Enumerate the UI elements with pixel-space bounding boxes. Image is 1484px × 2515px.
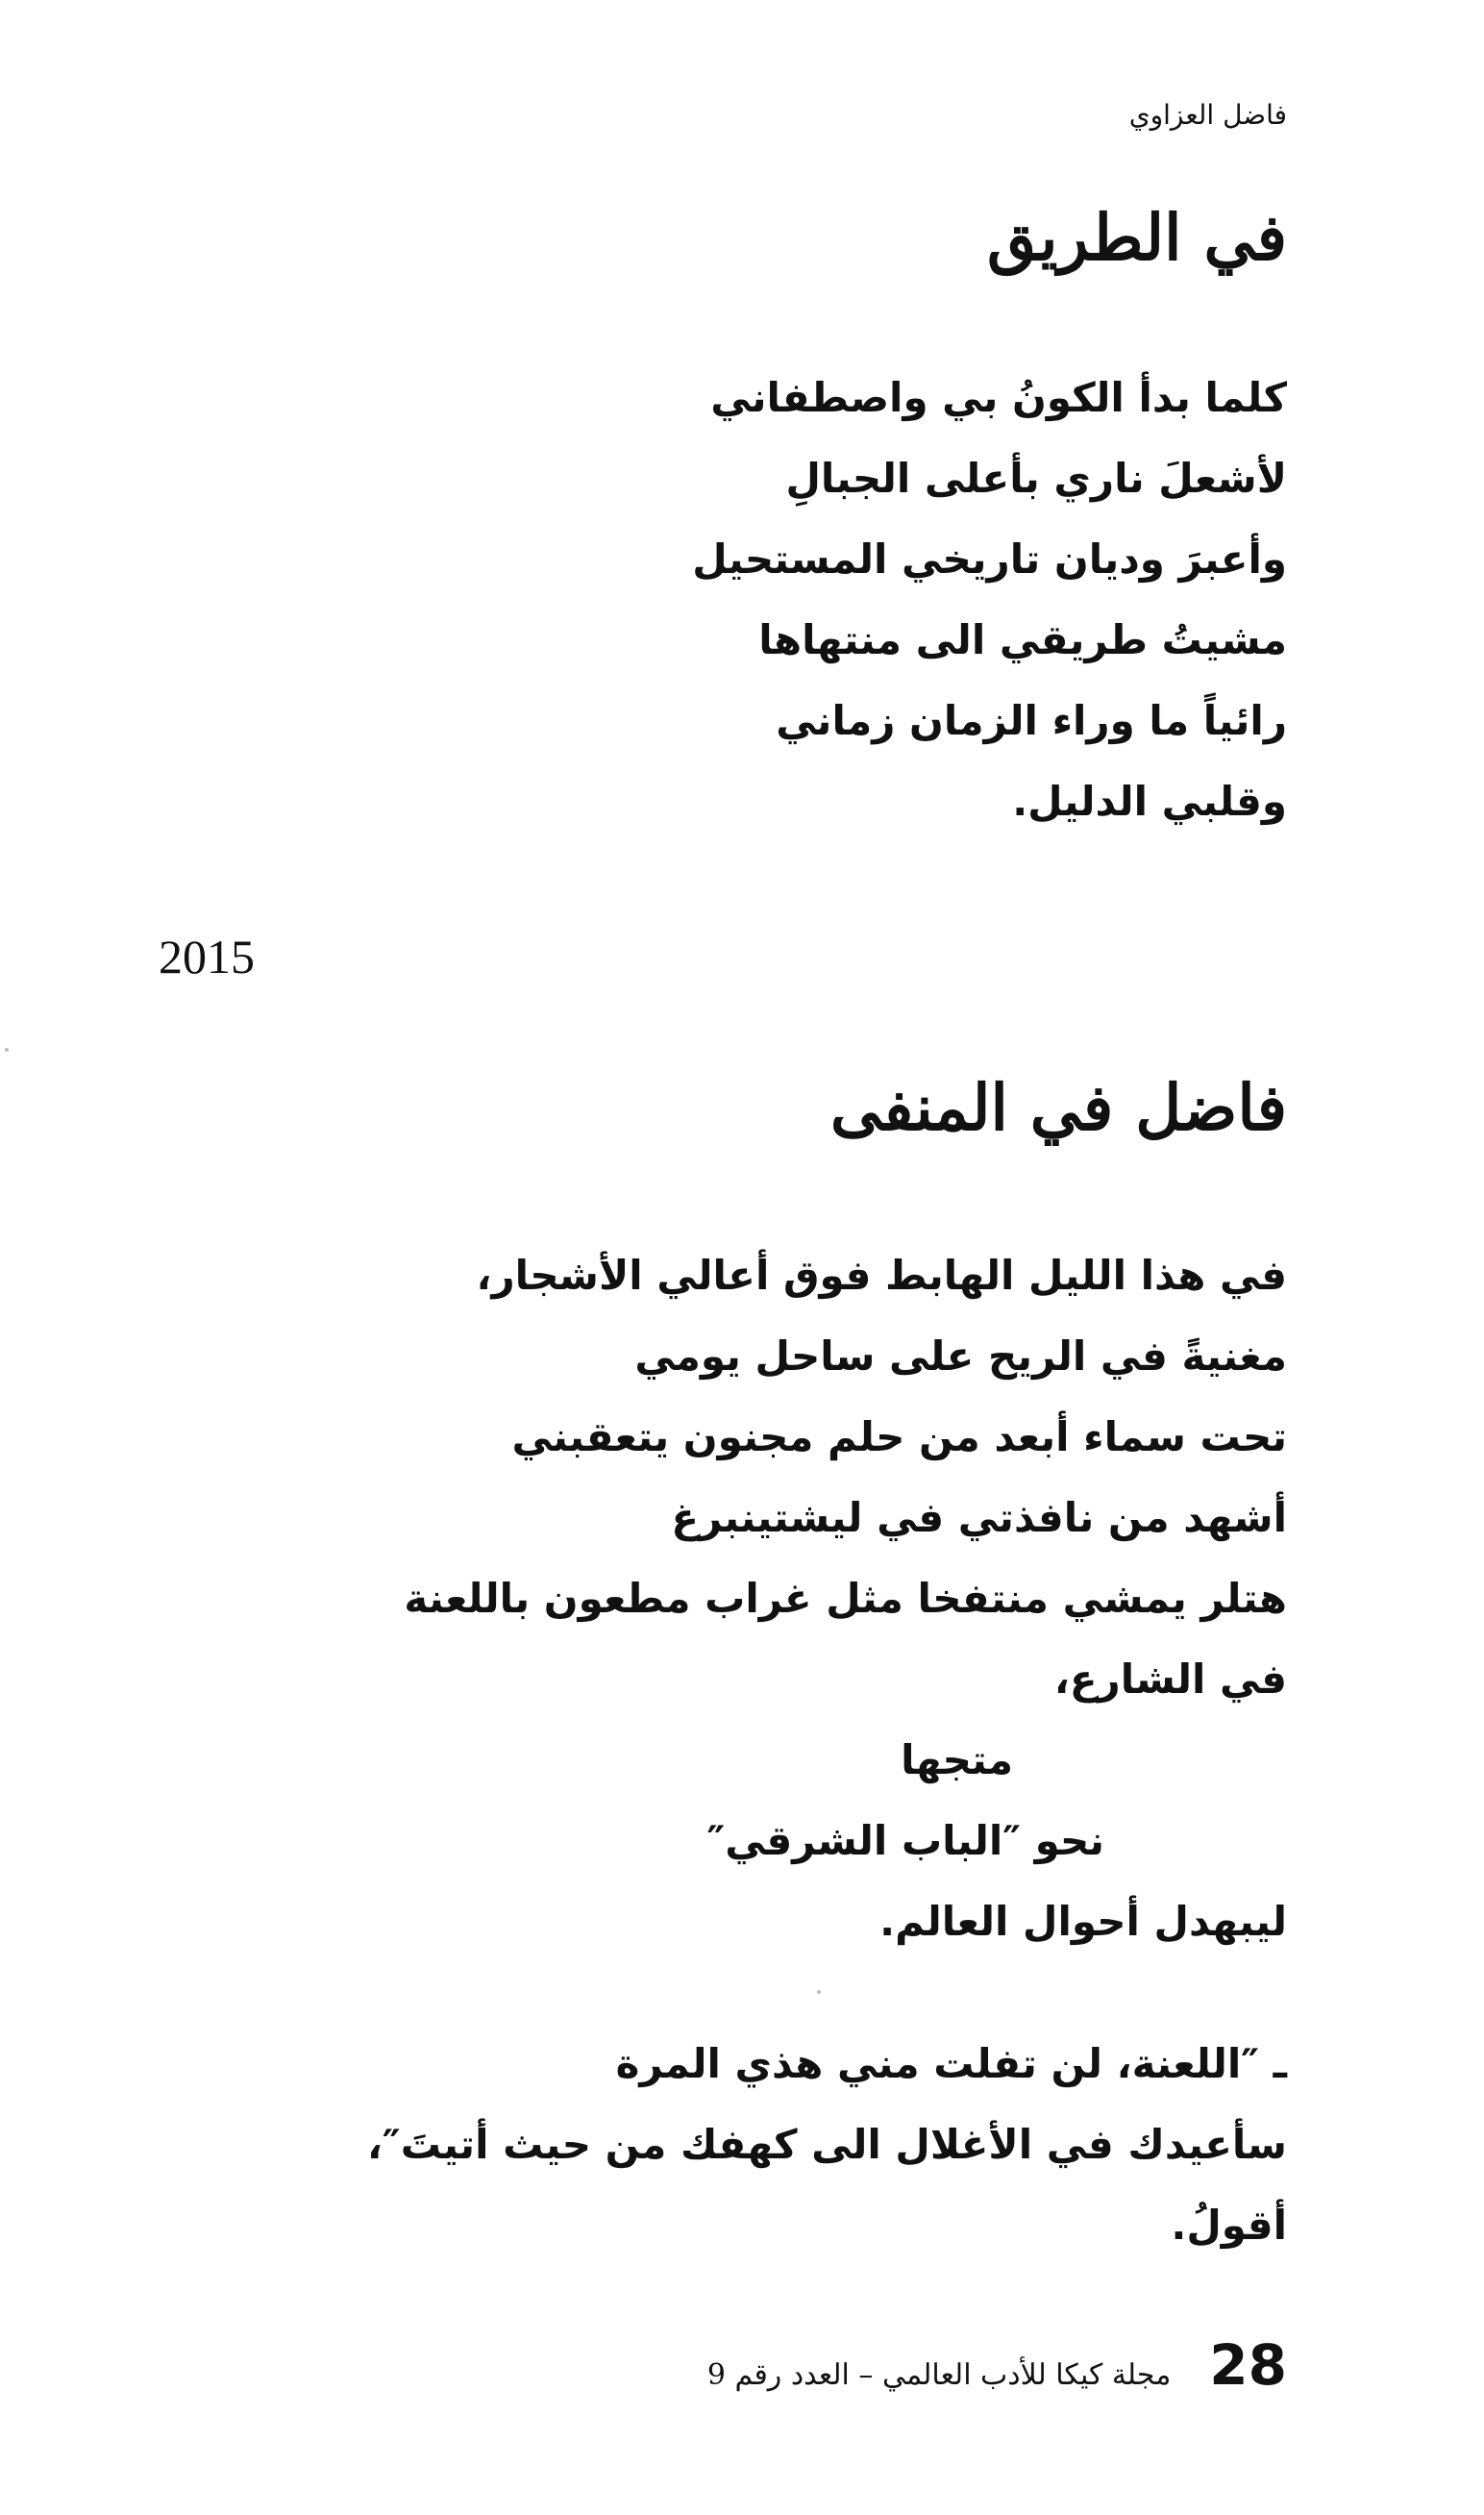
poem-line: هتلر يمشي منتفخا مثل غراب مطعون باللعنة — [404, 1575, 1287, 1622]
poem-line: سأعيدك في الأغلال الى كهفك من حيث أتيتَ″، — [366, 2121, 1287, 2168]
poem-line: تحت سماء أبعد من حلم مجنون يتعقبني — [511, 1413, 1287, 1460]
poem-line: رائياً ما وراء الزمان زماني — [776, 697, 1287, 744]
poem-stanza-on-the-road — [692, 358, 1287, 842]
scan-speck — [5, 1048, 9, 1052]
poem-line: أشهد من نافذتي في ليشتينبرغ — [671, 1494, 1287, 1541]
running-header-author: فاضل العزاوي — [1128, 99, 1287, 131]
poem-line: في هذا الليل الهابط فوق أعالي الأشجار، — [476, 1252, 1287, 1299]
poem-line: ـ ″اللعنة، لن تفلت مني هذي المرة — [615, 2040, 1287, 2087]
poem-line: في الشارع، — [1053, 1656, 1287, 1703]
poem-line: لأشعلَ ناري بأعلى الجبالِ — [785, 455, 1287, 502]
poem-title-fadhil-in-exile: فاضل في المنفى — [829, 1070, 1287, 1145]
poem-title-on-the-road: في الطريق — [987, 200, 1287, 275]
poem-line-indented: نحو ″الباب الشرقي″ — [706, 1817, 1104, 1864]
poem-stanza-exile — [404, 1235, 1287, 1962]
poem-year: 2015 — [159, 930, 255, 984]
poem-line: ليبهدل أحوال العالم. — [879, 1898, 1287, 1945]
poem-line: وأعبرَ وديان تاريخي المستحيل — [692, 535, 1287, 583]
poem-line: أقولُ. — [1171, 2202, 1287, 2249]
page-footer — [707, 2331, 1287, 2399]
page-number: 28 — [1209, 2332, 1287, 2398]
poem-line: كلما بدأ الكونُ بي واصطفاني — [710, 374, 1287, 421]
poem-line: مشيتُ طريقي الى منتهاها — [758, 616, 1287, 663]
poem-line: مغنيةً في الريح على ساحل يومي — [634, 1332, 1287, 1380]
poem-line-indented: متجها — [901, 1736, 1013, 1783]
scan-speck — [817, 1990, 821, 1994]
poem-line: وقلبي الدليل. — [1012, 778, 1287, 825]
journal-footer-text: مجلة كيكا للأدب العالمي – العدد رقم 9 — [706, 2358, 1172, 2392]
poem-stanza-closing — [367, 2024, 1287, 2266]
